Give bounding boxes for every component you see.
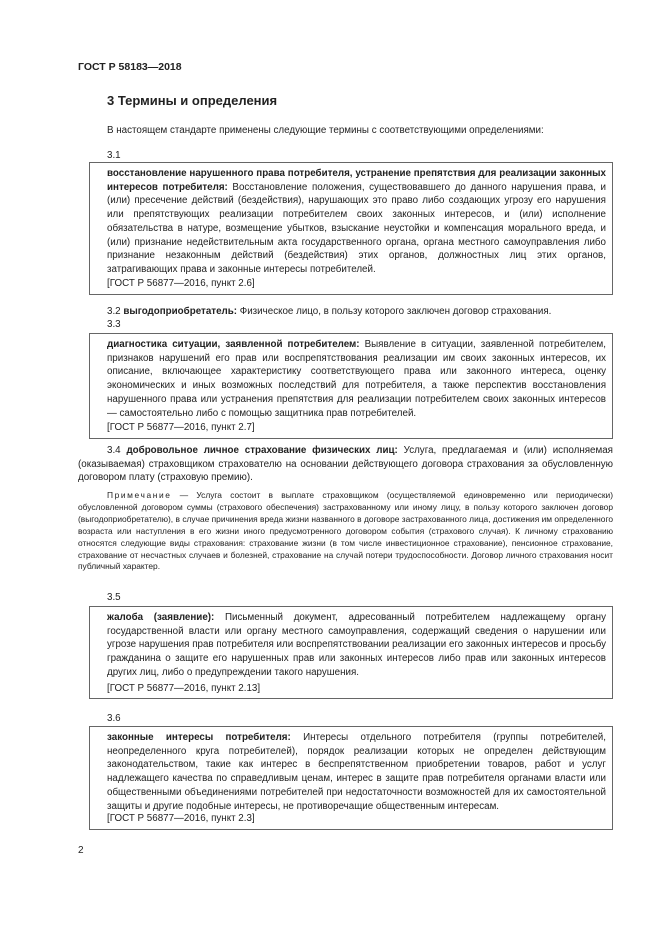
section-intro: В настоящем стандарте применены следующие термины с соответствующими определениями: bbox=[107, 125, 544, 136]
term-definition bbox=[107, 338, 606, 420]
term-name: жалоба (заявление): bbox=[107, 612, 215, 623]
term-3-2 bbox=[107, 305, 613, 319]
term-3-4 bbox=[78, 444, 613, 485]
term-number: 3.1 bbox=[107, 150, 121, 161]
term-text: Восстановление положения, существовавшего до данного нарушения права, и (или) пресечение действий (бездействия), нарушающих это право либо создающих угрозу его нарушения или препятствующих реализации потребителем своих законных интересов, и (или) исполнение обязательства в натуре, возмещение убытков, взыскание неустойки и компенсация морального вреда, и (или) признание недействительным акта государственного органа, органа местного самоуправления либо признание незаконным действий (бездействия) этих органов, должностных лиц этих органов, затрагивающих права и законные интересы потребителей. bbox=[107, 181, 606, 275]
term-note bbox=[78, 490, 613, 573]
note-label: Примечание bbox=[107, 490, 172, 500]
term-text: Физическое лицо, в пользу которого заключен договор страхования. bbox=[237, 306, 552, 317]
term-reference: [ГОСТ Р 56877—2016, пункт 2.6] bbox=[107, 278, 255, 289]
term-name: добровольное личное страхование физических лиц: bbox=[126, 445, 398, 456]
term-box-3-3 bbox=[89, 333, 613, 439]
term-text: Интересы отдельного потребителя (группы потребителей, неопределенного круга потребителей), порядок реализации которых не определен действующим законодательством, такие как интерес в беспрепятственном приобретении товаров, работ и услуг надлежащего качества по справедливым ценам, интерес в защите прав потребителя органами власти или общественными объединениями потребителей при недостаточности возможностей для их самостоятельной защиты и другие подобные интересы, не противоречащие общественным интересам. bbox=[107, 732, 606, 812]
document-header: ГОСТ Р 58183—2018 bbox=[78, 61, 182, 73]
term-definition bbox=[107, 167, 606, 277]
term-number: 3.3 bbox=[107, 319, 121, 330]
term-definition bbox=[107, 611, 606, 680]
term-reference: [ГОСТ Р 56877—2016, пункт 2.13] bbox=[107, 683, 261, 694]
term-box-3-6 bbox=[89, 726, 613, 830]
term-name: диагностика ситуации, заявленной потребителем: bbox=[107, 339, 360, 350]
term-name: законные интересы потребителя: bbox=[107, 732, 291, 743]
term-definition bbox=[107, 731, 606, 813]
term-number: 3.2 bbox=[107, 306, 121, 317]
term-text: Письменный документ, адресованный потребителем надлежащему органу государственной власти или органу местного самоуправления, содержащий сведения о нарушении или угрозе нарушения прав потребителя или воспрепятствовании реализации его законных интересов и просьбу гражданина о защите его нарушенных прав или законных интересов либо прав или законных интересов других лиц, либо о предупреждении такого нарушения. bbox=[107, 612, 606, 678]
term-text: Выявление в ситуации, заявленной потребителем, признаков нарушений его прав или воспрепятствования реализации им своих законных интересов, их описание, включающее характеристику соответствующего права или законного интереса, оценку экономических и иных возможных последствий для потребителя, а также перспектив восстановления нарушенного права или устранения препятствия для реализации потребителем своих законных интересов — самостоятельно либо с помощью защитника прав потребителей. bbox=[107, 339, 606, 419]
term-name: восстановление нарушенного права потребителя, устранение препятствия для реализации законных интересов потребителя: bbox=[107, 168, 606, 193]
term-box-3-5 bbox=[89, 606, 613, 699]
term-reference: [ГОСТ Р 56877—2016, пункт 2.7] bbox=[107, 422, 255, 433]
section-title: 3 Термины и определения bbox=[107, 93, 278, 108]
note-text: — Услуга состоит в выплате страховщиком (осуществляемой единовременно или периодически) обусловленной договором суммы (страхового обеспечения) застрахованному или иному лицу, в пользу которого заключен договор (выгодоприобретателю), в случае причинения вреда жизни названного в договоре застрахованного лица, достижения им определенного возраста или наступления в его жизни иного предусмотренного договором события (страхового случая). К личному страхованию относятся следующие виды страхования: страхование жизни (в том числе инвестиционное страхование), пенсионное страхование, страхование от несчастных случаев и болезней, страхование на случай потери трудоспособности. Договор личного страхования носит публичный характер. bbox=[78, 490, 613, 572]
term-reference: [ГОСТ Р 56877—2016, пункт 2.3] bbox=[107, 813, 255, 824]
term-text: Услуга, предлагаемая и (или) исполняемая (оказываемая) страховщиком страхователю на основании действующего договора страхования за обусловленную договором плату (страховую премию). bbox=[78, 445, 613, 484]
term-box-3-1 bbox=[89, 162, 613, 295]
page-number: 2 bbox=[78, 845, 84, 856]
term-number: 3.6 bbox=[107, 713, 121, 724]
term-number: 3.4 bbox=[107, 445, 121, 456]
term-number: 3.5 bbox=[107, 592, 121, 603]
term-name: выгодоприобретатель: bbox=[123, 306, 238, 317]
